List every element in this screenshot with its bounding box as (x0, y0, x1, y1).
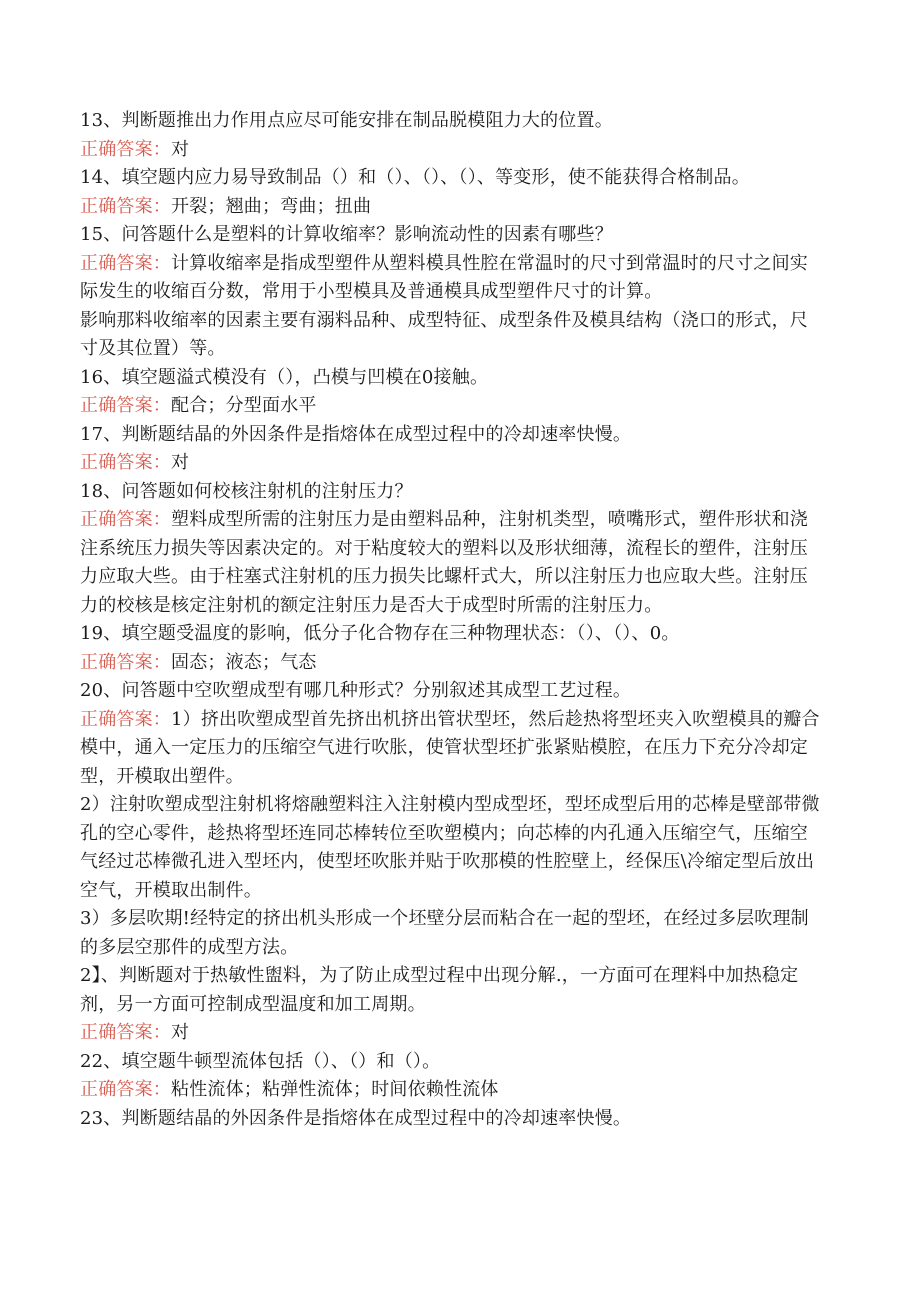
answer-label: 正确答案： (80, 452, 171, 473)
answer-label: 正确答案： (80, 252, 171, 274)
answer-text: 塑料成型所需的注射压力是由塑料品种，注射机类型，喷嘴形式，塑件形状和浇注系统压力损失等因素决定的。对于粘度较大的塑料以及形状细薄，流程长的塑件，注射压力应取大些。由于柱塞式注射机的压力损失比螺杆式大，所以注射压力也应取大些。注射压力的校核是核定注射机的额定注射压力是否大于成型时所需的注射压力。 (80, 509, 808, 616)
question-text: 14、填空题内应力易导致制品（）和（）、（）、（）、等变形，使不能获得合格制品。 (80, 167, 750, 188)
answer-line (80, 791, 825, 905)
answer-label: 正确答案： (80, 708, 171, 730)
answer-text: 粘性流体；粘弹性流体；时间依赖性流体 (171, 1079, 499, 1100)
answer-text: 2）注射吹塑成型注射机将熔融塑料注入注射模内型成型坯，型坯成型后用的芯棒是壁部带微孔的空心零件，趁热将型坯连同芯棒转位至吹塑模内；向芯棒的内孔通入压缩空气，压缩空气经过芯棒微孔进入型坯内，使型坯吹胀并贴于吹那模的性腔壁上，经保压\冷缩定型后放出空气，开模取出制件。 (80, 794, 820, 901)
answer-label: 正确答案： (80, 651, 171, 673)
question-text: 15、问答题什么是塑料的计算收缩率？影响流动性的因素有哪些？ (80, 224, 613, 245)
answer-label: 正确答案： (80, 395, 171, 416)
answer-line (80, 649, 825, 678)
question-text: 19、填空题受温度的影响，低分子化合物存在三种物理状态：（）、（）、0。 (80, 623, 680, 644)
answer-label: 正确答案： (80, 195, 171, 217)
answer-text: 固态；液态；气态 (171, 651, 317, 673)
answer-line (80, 193, 825, 222)
answer-text: 1）挤出吹塑成型首先挤出机挤出管状型坯，然后趁热将型坯夹入吹塑模具的瓣合模中，通入一定压力的压缩空气进行吹胀，使管状型坯扩张紧贴模腔，在压力下充分冷却定型，开模取出塑件。 (80, 708, 820, 787)
answer-line (80, 706, 825, 792)
answer-line (80, 1019, 825, 1048)
question-text: 13、判断题推出力作用点应尽可能安排在制品脱模阻力大的位置。 (80, 110, 613, 131)
answer-text: 计算收缩率是指成型塑件从塑料模具性腔在常温时的尺寸到常温时的尺寸之间实际发生的收缩百分数，常用于小型模具及普通模具成型塑件尺寸的计算。 (80, 252, 808, 302)
answer-text: 配合；分型面水平 (171, 395, 317, 416)
question-text: 17、判断题结晶的外因条件是指熔体在成型过程中的冷却速率快慢。 (80, 423, 632, 445)
question-text: 16、填空题溢式模没有（），凸模与凹模在0接触。 (80, 366, 489, 388)
question-text: 23、判断题结晶的外因条件是指熔体在成型过程中的冷却速率快慢。 (80, 1107, 632, 1129)
answer-label: 正确答案： (80, 1022, 171, 1043)
answer-line (80, 392, 825, 421)
question-text: 20、问答题中空吹塑成型有哪几种形式？分别叙述其成型工艺过程。 (80, 680, 632, 701)
question-list (80, 107, 825, 1133)
answer-label: 正确答案： (80, 138, 171, 160)
answer-line (80, 250, 825, 307)
answer-text: 对 (171, 452, 190, 473)
answer-line (80, 1076, 825, 1105)
answer-text: 影响那料收缩率的因素主要有溺料品种、成型特征、成型条件及模具结构（浇口的形式，尺寸及其位置）等。 (80, 309, 808, 359)
answer-line (80, 307, 825, 364)
answer-text: 3）多层吹期!经特定的挤出机头形成一个坯壁分层而粘合在一起的型坯，在经过多层吹理制的多层空那件的成型方法。 (80, 908, 809, 958)
question-text: 18、问答题如何校核注射机的注射压力？ (80, 480, 413, 502)
question-text: 22、填空题牛顿型流体包括（）、（）和（）。 (80, 1050, 441, 1072)
answer-line (80, 449, 825, 478)
question-text: 2】、判断题对于热敏性盥料，为了防止成型过程中出现分解.，一方面可在理料中加热稳定剂，另一方面可控制成型温度和加工周期。 (80, 965, 799, 1015)
answer-text: 开裂；翘曲；弯曲；扭曲 (171, 195, 372, 217)
answer-label: 正确答案： (80, 509, 171, 530)
answer-text: 对 (171, 138, 190, 160)
answer-label: 正确答案： (80, 1079, 171, 1100)
answer-text: 对 (171, 1022, 190, 1043)
answer-line (80, 905, 825, 962)
answer-line (80, 136, 825, 165)
answer-line (80, 506, 825, 620)
